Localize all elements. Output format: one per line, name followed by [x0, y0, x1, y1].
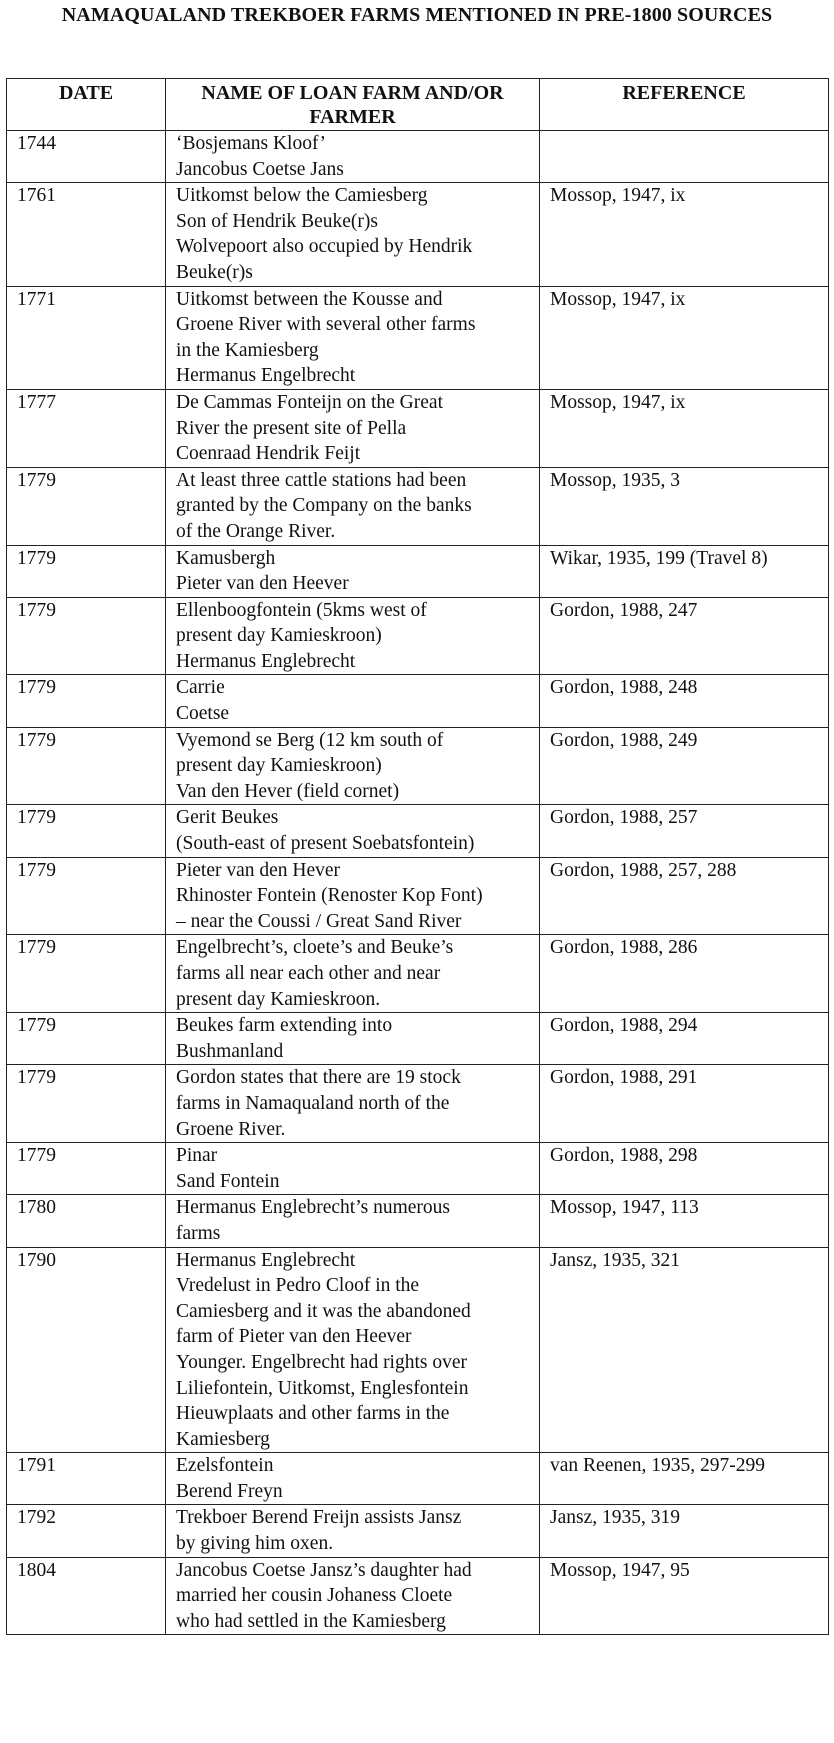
- cell-reference: Gordon, 1988, 298: [540, 1143, 829, 1195]
- cell-name: [166, 131, 540, 183]
- cell-name-line: Engelbrecht’s, cloete’s and Beuke’s: [176, 937, 454, 959]
- cell-name-line: present day Kamieskroon): [176, 625, 382, 647]
- cell-date: 1804: [7, 1557, 166, 1635]
- cell-name-line: farm of Pieter van den Heever: [176, 1326, 412, 1348]
- cell-name-line: Groene River.: [176, 1118, 286, 1140]
- table-row: [7, 857, 829, 935]
- table-row: [7, 1065, 829, 1143]
- cell-name-line: granted by the Company on the banks: [176, 495, 472, 517]
- table-row: [7, 467, 829, 545]
- cell-name-line: Trekboer Berend Freijn assists Jansz: [176, 1507, 462, 1529]
- table-row: [7, 131, 829, 183]
- cell-name-line: Hermanus Englebrecht: [176, 650, 356, 672]
- cell-name-line: Liliefontein, Uitkomst, Englesfontein: [176, 1377, 469, 1399]
- table-row: [7, 1247, 829, 1453]
- table-row: [7, 1557, 829, 1635]
- cell-name-line: Hermanus Englebrecht: [176, 1249, 356, 1271]
- cell-name-line: Vredelust in Pedro Cloof in the: [176, 1275, 420, 1297]
- cell-reference: van Reenen, 1935, 297-299: [540, 1453, 829, 1505]
- cell-name-line: of the Orange River.: [176, 520, 336, 542]
- table-row: [7, 389, 829, 467]
- cell-name-line: Hieuwplaats and other farms in the: [176, 1403, 450, 1425]
- cell-name-line: married her cousin Johaness Cloete: [176, 1585, 453, 1607]
- cell-name: [166, 389, 540, 467]
- cell-date: 1791: [7, 1453, 166, 1505]
- cell-name-line: Sand Fontein: [176, 1170, 280, 1192]
- table-row: [7, 1143, 829, 1195]
- cell-reference: Gordon, 1988, 294: [540, 1013, 829, 1065]
- table-row: [7, 1453, 829, 1505]
- cell-name: [166, 1143, 540, 1195]
- cell-date: 1744: [7, 131, 166, 183]
- cell-name: [166, 183, 540, 286]
- cell-name: [166, 1013, 540, 1065]
- cell-name-line: Ezelsfontein: [176, 1455, 274, 1477]
- cell-reference: [540, 131, 829, 183]
- cell-date: 1761: [7, 183, 166, 286]
- cell-date: 1779: [7, 597, 166, 675]
- cell-reference: Jansz, 1935, 321: [540, 1247, 829, 1453]
- table-body: [7, 131, 829, 1635]
- cell-date: 1779: [7, 1143, 166, 1195]
- table-row: [7, 805, 829, 857]
- table-row: [7, 935, 829, 1013]
- cell-name-line: Bushmanland: [176, 1040, 284, 1062]
- cell-name-line: De Cammas Fonteijn on the Great: [176, 391, 443, 413]
- cell-reference: Gordon, 1988, 291: [540, 1065, 829, 1143]
- cell-name: [166, 1247, 540, 1453]
- cell-name-line: Beuke(r)s: [176, 261, 253, 283]
- table-row: [7, 1195, 829, 1247]
- cell-name-line: who had settled in the Kamiesberg: [176, 1610, 446, 1632]
- cell-name: [166, 935, 540, 1013]
- cell-name-line: Ellenboogfontein (5kms west of: [176, 599, 427, 621]
- cell-name: [166, 1557, 540, 1635]
- cell-reference: Mossop, 1947, ix: [540, 389, 829, 467]
- cell-reference: Gordon, 1988, 257, 288: [540, 857, 829, 935]
- cell-date: 1771: [7, 286, 166, 389]
- cell-name: [166, 1453, 540, 1505]
- column-header-reference: REFERENCE: [540, 79, 829, 131]
- cell-name-line: farms: [176, 1222, 221, 1244]
- cell-name-line: Hermanus Engelbrecht: [176, 365, 356, 387]
- cell-name-line: Gerit Beukes: [176, 807, 279, 829]
- cell-name-line: Kamusbergh: [176, 547, 276, 569]
- cell-reference: Mossop, 1947, ix: [540, 286, 829, 389]
- cell-name-line: Hermanus Englebrecht’s numerous: [176, 1197, 451, 1219]
- cell-date: 1779: [7, 857, 166, 935]
- cell-name: [166, 1505, 540, 1557]
- cell-name-line: Gordon states that there are 19 stock: [176, 1067, 461, 1089]
- cell-name-line: present day Kamieskroon.: [176, 988, 381, 1010]
- page-title: NAMAQUALAND TREKBOER FARMS MENTIONED IN PRE-1800 SOURCES: [61, 4, 773, 26]
- cell-name-line: by giving him oxen.: [176, 1533, 334, 1555]
- cell-name-line: At least three cattle stations had been: [176, 469, 467, 491]
- cell-name: [166, 1195, 540, 1247]
- table-row: [7, 183, 829, 286]
- cell-name-line: Pieter van den Hever: [176, 859, 341, 881]
- farms-table: [6, 78, 829, 1635]
- cell-name-line: (South-east of present Soebatsfontein): [176, 833, 475, 855]
- cell-reference: Gordon, 1988, 286: [540, 935, 829, 1013]
- cell-name-line: farms all near each other and near: [176, 963, 441, 984]
- table-row: [7, 1505, 829, 1557]
- cell-name: [166, 597, 540, 675]
- table-row: [7, 675, 829, 727]
- cell-name-line: Vyemond se Berg (12 km south of: [176, 729, 444, 751]
- cell-name-line: Berend Freyn: [176, 1480, 283, 1502]
- cell-name: [166, 805, 540, 857]
- cell-name-line: Jancobus Coetse Jans: [176, 158, 344, 180]
- column-header-name: NAME OF LOAN FARM AND/OR FARMER: [166, 79, 540, 131]
- cell-name-line: Pinar: [176, 1145, 218, 1167]
- cell-name-line: present day Kamieskroon): [176, 755, 382, 777]
- cell-name-line: Uitkomst below the Camiesberg: [176, 185, 428, 207]
- cell-name: [166, 467, 540, 545]
- cell-reference: Gordon, 1988, 247: [540, 597, 829, 675]
- cell-name-line: Beukes farm extending into: [176, 1015, 393, 1037]
- cell-name-line: River the present site of Pella: [176, 417, 407, 439]
- cell-name-line: Uitkomst between the Kousse and: [176, 288, 443, 310]
- table-header-row: [7, 79, 829, 131]
- cell-name-line: Groene River with several other farms: [176, 314, 476, 336]
- cell-date: 1779: [7, 1013, 166, 1065]
- column-header-date: DATE: [7, 79, 166, 131]
- cell-date: 1777: [7, 389, 166, 467]
- cell-name: [166, 675, 540, 727]
- cell-name-line: Coetse: [176, 703, 230, 725]
- cell-name-line: Younger. Engelbrecht had rights over: [176, 1351, 468, 1373]
- cell-name: [166, 857, 540, 935]
- table-row: [7, 1013, 829, 1065]
- cell-reference: Mossop, 1935, 3: [540, 467, 829, 545]
- cell-name-line: Carrie: [176, 677, 225, 699]
- cell-date: 1792: [7, 1505, 166, 1557]
- cell-reference: Mossop, 1947, 113: [540, 1195, 829, 1247]
- table-row: [7, 727, 829, 805]
- cell-reference: Gordon, 1988, 249: [540, 727, 829, 805]
- cell-reference: Gordon, 1988, 248: [540, 675, 829, 727]
- cell-date: 1790: [7, 1247, 166, 1453]
- cell-name-line: Rhinoster Fontein (Renoster Kop Font): [176, 885, 483, 907]
- cell-name-line: Wolvepoort also occupied by Hendrik: [176, 236, 473, 258]
- cell-name-line: Son of Hendrik Beuke(r)s: [176, 210, 378, 232]
- cell-name: [166, 727, 540, 805]
- cell-name: [166, 286, 540, 389]
- cell-name-line: ‘Bosjemans Kloof’: [176, 133, 327, 154]
- table-row: [7, 545, 829, 597]
- table-row: [7, 286, 829, 389]
- table-row: [7, 597, 829, 675]
- cell-name-line: – near the Coussi / Great Sand River: [176, 910, 462, 932]
- cell-date: 1779: [7, 935, 166, 1013]
- cell-name-line: Camiesberg and it was the abandoned: [176, 1300, 471, 1322]
- cell-date: 1779: [7, 545, 166, 597]
- cell-name-line: farms in Namaqualand north of the: [176, 1092, 450, 1114]
- cell-date: 1779: [7, 805, 166, 857]
- cell-name-line: in the Kamiesberg: [176, 339, 319, 361]
- cell-reference: Mossop, 1947, ix: [540, 183, 829, 286]
- cell-name-line: Kamiesberg: [176, 1428, 270, 1450]
- cell-date: 1779: [7, 675, 166, 727]
- cell-name-line: Pieter van den Heever: [176, 573, 349, 595]
- cell-reference: Wikar, 1935, 199 (Travel 8): [540, 545, 829, 597]
- cell-name-line: Jancobus Coetse Jansz’s daughter had: [176, 1559, 472, 1581]
- cell-name-line: Coenraad Hendrik Feijt: [176, 443, 361, 465]
- cell-date: 1779: [7, 467, 166, 545]
- cell-date: 1780: [7, 1195, 166, 1247]
- cell-reference: Gordon, 1988, 257: [540, 805, 829, 857]
- cell-name-line: Van den Hever (field cornet): [176, 780, 400, 802]
- cell-reference: Jansz, 1935, 319: [540, 1505, 829, 1557]
- cell-date: 1779: [7, 727, 166, 805]
- cell-reference: Mossop, 1947, 95: [540, 1557, 829, 1635]
- cell-name: [166, 545, 540, 597]
- cell-name: [166, 1065, 540, 1143]
- cell-date: 1779: [7, 1065, 166, 1143]
